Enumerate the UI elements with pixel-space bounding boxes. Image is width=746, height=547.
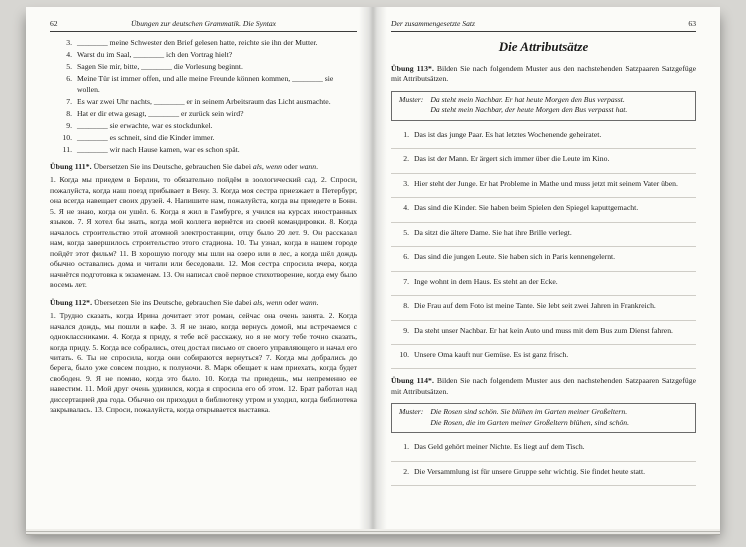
item-text: Das Geld gehört meiner Nichte. Es liegt auf dem Tisch. (414, 442, 585, 452)
item-number: 6. (66, 74, 72, 84)
list-item (50, 38, 357, 48)
item-text: Die Frau auf dem Foto ist meine Tante. Sie lebt seit zwei Jahren in Frankreich. (414, 301, 656, 311)
item-text: Sagen Sie mir, bitte, ________ die Vorlesung beginnt. (77, 62, 243, 72)
running-header-right (391, 19, 696, 32)
item-text: Warst du im Saal, ________ ich den Vortrag hielt? (77, 50, 233, 60)
item-number: 1. (403, 442, 409, 452)
list-item (50, 133, 357, 143)
item-text: Das ist das junge Paar. Es hat letztes Wochenende geheiratet. (414, 129, 602, 139)
uebung-112-heading (50, 298, 357, 308)
item-number: 5. (403, 227, 409, 237)
item-number: 1. (403, 129, 409, 139)
uebung-113-instruction: Bilden Sie nach folgendem Muster aus den nachstehenden Satzpaaren Satzgefüge mit Attributsätzen. (391, 63, 696, 84)
item-number: 4. (403, 203, 409, 213)
item-text: Da sitzt die ältere Dame. Sie hat ihre Brille verlegt. (414, 227, 572, 237)
uebung-112-label: Übung 112*. (50, 297, 93, 307)
running-header-left (50, 19, 357, 32)
item-text: Hat er dir etwa gesagt, ________ er zurück sein wird? (77, 108, 244, 118)
exercise-item (391, 179, 696, 198)
muster-label: Muster: (399, 407, 424, 417)
page-number-right: 63 (688, 19, 696, 28)
list-item (50, 145, 357, 155)
exercise-item (391, 252, 696, 271)
exercise-item (391, 130, 696, 149)
uebung-113-heading (391, 64, 696, 85)
item-text: Das ist der Mann. Er ärgert sich immer über die Leute im Kino. (414, 154, 610, 164)
item-text: Das sind die Kinder. Sie haben beim Spielen den Spiegel kaputtgemacht. (414, 203, 639, 213)
muster-examples (430, 407, 688, 428)
running-header-right-title: Der zusammengesetzte Satz (391, 19, 475, 28)
exercise-item (391, 350, 696, 369)
muster-line: Die Rosen sind schön. Sie blühen im Garten meiner Großeltern. (430, 407, 628, 417)
item-text: ________ meine Schwester den Brief gelesen hatte, reichte sie ihn der Mutter. (77, 38, 318, 48)
item-text: Die Versammlung ist für unsere Gruppe sehr wichtig. Sie findet heute statt. (414, 466, 646, 476)
keyword-wann: wann (299, 297, 317, 307)
separator: oder (283, 162, 298, 171)
list-item (50, 109, 357, 119)
uebung-112-instruction: Übersetzen Sie ins Deutsche, gebrauchen Sie dabei (94, 297, 252, 307)
uebung-111-label: Übung 111*. (50, 162, 92, 171)
item-text: ________ es schneit, sind die Kinder immer. (77, 132, 215, 142)
right-page (373, 7, 720, 529)
item-text: Inge wohnt in dem Haus. Es steht an der Ecke. (414, 276, 558, 286)
muster-examples (430, 95, 688, 116)
item-number: 7. (403, 276, 409, 286)
list-item (50, 50, 357, 60)
item-text: Das sind die jungen Leute. Sie haben sich in Paris kennengelernt. (414, 252, 616, 262)
fill-in-exercise-list (50, 38, 357, 155)
item-text: Es war zwei Uhr nachts, ________ er in seinem Arbeitsraum das Licht ausmachte. (77, 96, 331, 106)
item-number: 2. (403, 154, 409, 164)
running-header-left-title: Übungen zur deutschen Grammatik. Die Syntax (130, 19, 277, 28)
item-number: 5. (66, 62, 72, 72)
muster-box-113 (391, 91, 696, 121)
list-item (50, 74, 357, 95)
uebung-114-heading (391, 376, 696, 397)
uebung-111-heading (50, 162, 357, 172)
list-item (50, 62, 357, 72)
separator: . (316, 297, 319, 307)
exercise-item (391, 326, 696, 345)
separator: oder (284, 297, 298, 307)
exercise-item (391, 442, 696, 461)
muster-label: Muster: (399, 94, 424, 104)
exercise-item (391, 301, 696, 320)
uebung-111-instruction: Übersetzen Sie ins Deutsche, gebrauchen Sie dabei (93, 162, 251, 171)
item-number: 9. (403, 325, 409, 335)
uebung-114-label: Übung 114*. (391, 376, 434, 386)
item-number: 4. (66, 50, 72, 60)
item-number: 3. (66, 38, 72, 48)
item-text: Da steht unser Nachbar. Er hat kein Auto und muss mit dem Bus zum Dienst fahren. (414, 325, 673, 335)
keyword-als: als (252, 162, 262, 171)
item-number: 7. (66, 96, 72, 106)
exercise-item (391, 154, 696, 173)
item-number: 3. (403, 178, 409, 188)
left-page (26, 7, 373, 529)
item-text: ________ wir nach Hause kamen, war es schon spät. (77, 144, 240, 154)
keyword-als: als (253, 297, 263, 307)
page-number-left: 62 (50, 19, 58, 28)
keyword-wenn: wenn (265, 162, 282, 171)
separator: . (316, 162, 319, 171)
item-text: ________ sie erwachte, war es stockdunkel. (77, 120, 213, 130)
book-spread (26, 7, 720, 529)
list-item (50, 97, 357, 107)
uebung-112-body: 1. Трудно сказать, когда Ирина дочитает этот роман, сейчас она очень занята. 2. Когда начался дождь, мы пошли в кафе. 3. Я не знаю, когда вернусь домой, мы встречаемся с одноклассниками. 4. Когда я приду, я тебе всё расскажу, но я не могу тебе точно сказать, когда приду. 5. Когда все собрались, отец достал письмо от своего управляющего и начал его читать. 6. Ты не спросила, когда они собираются вернуться? 7. Когда мы добрались до берега, было уже совсем поздно, к полуночи. 8. Марк обещает к нам приехать, когда будет свободен. 9. Я не помню, когда это было. 10. Когда ты приедешь, мы непременно ее навестим. 11. Мой друг очень удивился, когда я спросила его об этом. 12. Брат работал над диссертацией два года. Обычно он приходил в библиотеку утром и уходил, когда библиотека закрывалась. 13. Спроси, пожалуйста, когда открывается выставка. (50, 311, 357, 415)
muster-box-114 (391, 403, 696, 433)
item-number: 2. (403, 466, 409, 476)
list-item (50, 121, 357, 131)
muster-line: Die Rosen, die im Garten meiner Großeltern blühen, sind schön. (430, 417, 630, 427)
item-text: Unsere Oma kauft nur Gemüse. Es ist ganz frisch. (414, 350, 569, 359)
section-title: Die Attributsätze (498, 39, 589, 55)
keyword-wenn: wenn (266, 297, 283, 307)
muster-line: Da steht mein Nachbar. Er hat heute Morgen den Bus verpasst. (430, 94, 625, 104)
keyword-wann: wann (299, 162, 317, 171)
uebung-113-items (391, 130, 696, 370)
item-number: 8. (403, 301, 409, 311)
uebung-113-label: Übung 113*. (391, 63, 434, 73)
uebung-111-body: 1. Когда мы приедем в Берлин, то обязательно пойдём в зоологический сад. 2. Спроси, пожалуйста, когда наш поезд прибывает в Вену. 3. Когда моя сестра приезжает в Петербург, она всегда навещает своих друзей. 4. Напишите нам, пожалуйста, когда вы приедете в Бонн. 5. Я не знаю, когда он ушёл. 6. Когда я жил в Гамбурге, я учился на курсах иностранных языков. 7. Я хотел бы знать, когда мой коллега вернётся из своей командировки. 8. Когда началось строительство этой атомной электростанции, отцу было 20 лет. 9. Он рассказал нам, когда завершилось строительство этого стадиона. 10. Ты узнал, когда в нашем городе пойдёт этот фильм? 11. В хорошую погоду мы шли на озеро или в лес, а когда шёл дождь обычно оставались дома и читали или беседовали. 12. Моя сестра спросила вчера, когда начнётся подготовка к экзаменам. 13. Он написал своё первое стихотворение, когда ему было восемь лет. (50, 175, 357, 290)
item-number: 10. (399, 350, 409, 359)
exercise-item (391, 203, 696, 222)
exercise-item (391, 467, 696, 486)
uebung-114-instruction: Bilden Sie nach folgendem Muster aus den nachstehenden Satzpaaren Satzgefüge mit Attributsätzen. (391, 376, 696, 396)
item-number: 9. (66, 120, 72, 130)
separator: , (261, 162, 264, 171)
exercise-item (391, 228, 696, 247)
separator: , (262, 297, 265, 307)
item-number: 11. (62, 144, 72, 154)
muster-line: Da steht mein Nachbar, der heute Morgen den Bus verpasst hat. (430, 105, 628, 115)
item-number: 10. (62, 132, 72, 142)
item-number: 6. (403, 252, 409, 262)
exercise-item (391, 277, 696, 296)
item-number: 8. (66, 108, 72, 118)
item-text: Meine Tür ist immer offen, und alle meine Freunde können kommen, ________ sie wollen. (77, 74, 334, 94)
item-text: Hier steht der Junge. Er hat Probleme in Mathe und muss jetzt mit seinem Vater üben. (414, 178, 678, 188)
uebung-114-items (391, 442, 696, 486)
